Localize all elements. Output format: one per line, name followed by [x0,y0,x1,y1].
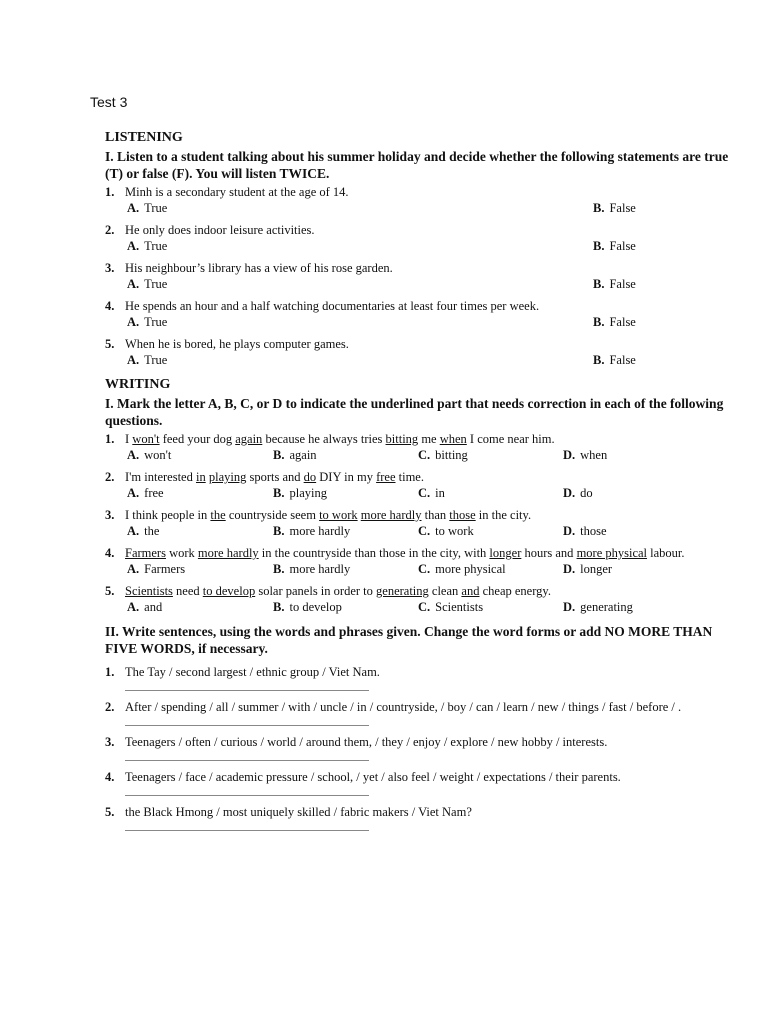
option-b [273,562,350,577]
text-part: me [418,432,440,446]
option-text: more physical [435,562,506,576]
option-b [273,448,317,463]
option-text: False [609,239,636,253]
listening-heading: LISTENING [105,130,183,145]
option-text: when [580,448,608,462]
underlined-part: those [449,508,476,522]
underlined-part: to develop [202,584,256,598]
question-row [105,582,735,600]
text-part: need [172,584,203,598]
option-a [127,315,167,330]
option-text: generating [580,600,633,614]
question-text [125,582,735,600]
question-number: 2. [105,223,115,237]
underlined-part: longer [489,546,522,560]
writing-part2-instruction: II. Write sentences, using the words and phrases given. Change the word forms or add NO MORE THAN FIVE WORDS, if necessary. [105,624,713,656]
underlined-part: do [303,470,317,484]
option-letter: B. [273,448,285,462]
option-c [418,486,445,501]
writing-heading: WRITING [105,377,171,392]
option-letter: A. [127,524,140,538]
option-text: in [435,486,445,500]
answer-options [105,448,735,467]
answer-line [125,794,369,796]
text-part: I think people in [125,508,211,522]
question-number: 1. [105,665,115,679]
question-row [105,506,735,524]
underlined-part: more hardly [197,546,259,560]
option-text: free [144,486,164,500]
option-letter: B. [273,562,285,576]
question-number: 5. [105,805,115,819]
option-text: the [144,524,160,538]
option-b [593,353,636,368]
option-letter: A. [127,600,140,614]
question-text: the Black Hmong / most uniquely skilled / fabric makers / Viet Nam? [125,805,472,819]
text-part: cheap energy. [479,584,551,598]
option-letter: B. [593,239,605,253]
underlined-part: to work [319,508,358,522]
option-letter: B. [593,353,605,367]
question-number: 4. [105,299,115,313]
option-letter: A. [127,315,140,329]
option-b [593,239,636,254]
question-row [105,803,735,821]
option-text: False [609,315,636,329]
question-text: When he is bored, he plays computer games. [125,337,349,351]
text-part: because he always tries [262,432,386,446]
option-c [418,562,506,577]
option-c [418,448,468,463]
option-d [563,448,607,463]
option-text: to work [435,524,474,538]
option-letter: A. [127,353,140,367]
option-text: those [580,524,607,538]
option-letter: D. [563,448,576,462]
question-row [105,544,735,562]
option-b [273,486,327,501]
option-text: True [144,239,168,253]
question-row [105,183,735,201]
option-text: True [144,353,168,367]
option-text: won't [144,448,172,462]
option-letter: C. [418,524,431,538]
question-text: He spends an hour and a half watching documentaries at least four times per week. [125,299,540,313]
option-a [127,600,162,615]
underlined-part: Scientists [125,584,173,598]
option-letter: C. [418,562,431,576]
text-part: I come near him. [466,432,555,446]
option-a [127,201,167,216]
option-text: playing [289,486,327,500]
question-number: 4. [105,770,115,784]
answer-options [105,486,735,505]
underlined-part: Farmers [125,546,166,560]
option-letter: B. [273,486,285,500]
question-row [105,698,735,716]
option-text: more hardly [289,524,351,538]
document-content [105,130,735,838]
option-text: False [609,353,636,367]
option-b [273,600,342,615]
text-part: than [421,508,450,522]
option-text: True [144,315,168,329]
option-a [127,486,164,501]
option-letter: D. [563,562,576,576]
question-text [125,544,735,562]
answer-options [105,524,735,543]
option-text: again [289,448,317,462]
question-number: 3. [105,735,115,749]
answer-options [105,315,735,334]
underlined-part: more physical [576,546,648,560]
question-number: 5. [105,584,115,598]
option-c [418,524,474,539]
text-part: time. [395,470,424,484]
question-number: 3. [105,261,115,275]
listening-section [105,130,735,372]
option-letter: B. [273,600,285,614]
option-text: Scientists [435,600,484,614]
question-number: 2. [105,470,115,484]
option-a [127,562,185,577]
option-text: more hardly [289,562,351,576]
option-letter: A. [127,562,140,576]
question-row [105,335,735,353]
question-row [105,663,735,681]
text-part: countryside seem [225,508,320,522]
option-text: True [144,201,168,215]
option-letter: B. [273,524,285,538]
answer-line [125,689,369,691]
option-letter: C. [418,600,431,614]
answer-line [125,724,369,726]
option-a [127,277,167,292]
question-text: Minh is a secondary student at the age of 14. [125,185,349,199]
option-text: do [580,486,593,500]
question-row [105,733,735,751]
text-part: solar panels in order to [255,584,377,598]
option-text: to develop [289,600,342,614]
option-text: bitting [435,448,468,462]
option-letter: D. [563,524,576,538]
question-row [105,297,735,315]
underlined-part: when [439,432,467,446]
answer-line [125,829,369,831]
option-text: and [144,600,163,614]
text-part: clean [428,584,462,598]
writing-part1-questions [105,430,735,619]
option-letter: A. [127,201,140,215]
question-text: After / spending / all / summer / with / uncle / in / countryside, / boy / can / learn / new / things / fast / before / . [125,700,682,714]
option-letter: B. [593,277,605,291]
underlined-part: again [235,432,263,446]
question-row [105,259,735,277]
question-number: 1. [105,185,115,199]
underlined-part: more hardly [360,508,422,522]
question-text [125,468,735,486]
option-c [418,600,483,615]
option-letter: C. [418,486,431,500]
answer-options [105,562,735,581]
option-text: False [609,201,636,215]
test-title: Test 3 [90,94,128,110]
underlined-part: generating [376,584,429,598]
answer-options [105,201,735,220]
writing-part2-questions [105,663,735,831]
option-d [563,486,593,501]
option-text: False [609,277,636,291]
question-text: The Tay / second largest / ethnic group / Viet Nam. [125,665,380,679]
question-row [105,768,735,786]
option-a [127,448,171,463]
option-d [563,562,612,577]
text-part: hours and [521,546,577,560]
option-a [127,239,167,254]
option-letter: A. [127,448,140,462]
text-part: labour. [647,546,685,560]
option-text: Farmers [144,562,186,576]
listening-questions [105,183,735,372]
question-text: Teenagers / often / curious / world / around them, / they / enjoy / explore / new hobby / interests. [125,735,608,749]
listening-instruction: I. Listen to a student talking about his summer holiday and decide whether the following statements are true (T) or false (F). You will listen TWICE. [105,149,729,181]
text-part: I [125,432,133,446]
option-letter: D. [563,486,576,500]
underlined-part: playing [208,470,247,484]
answer-options [105,239,735,258]
answer-options [105,600,735,619]
option-b [593,201,636,216]
text-part: in the countryside than those in the city, with [258,546,490,560]
question-text [125,430,735,448]
option-b [593,315,636,330]
question-number: 5. [105,337,115,351]
option-b [593,277,636,292]
question-row [105,221,735,239]
underlined-part: bitting [385,432,419,446]
underlined-part: and [461,584,480,598]
writing-section [105,377,735,831]
text-part: in the city. [475,508,532,522]
option-letter: A. [127,486,140,500]
option-text: longer [580,562,613,576]
option-d [563,524,607,539]
option-letter: B. [593,315,605,329]
answer-line [125,759,369,761]
underlined-part: won't [132,432,160,446]
question-text: He only does indoor leisure activities. [125,223,315,237]
question-row [105,430,735,448]
text-part: work [165,546,198,560]
question-number: 4. [105,546,115,560]
answer-options [105,353,735,372]
question-text: His neighbour’s library has a view of his rose garden. [125,261,393,275]
question-number: 2. [105,700,115,714]
option-text: True [144,277,168,291]
underlined-part: free [376,470,396,484]
text-part: sports and [246,470,304,484]
question-text [125,506,735,524]
option-a [127,353,167,368]
text-part: feed your dog [159,432,236,446]
text-part: DIY in my [316,470,377,484]
option-letter: D. [563,600,576,614]
option-letter: C. [418,448,431,462]
question-number: 3. [105,508,115,522]
question-text: Teenagers / face / academic pressure / school, / yet / also feel / weight / expectations / their parents. [125,770,621,784]
option-d [563,600,633,615]
option-letter: B. [593,201,605,215]
writing-part1-instruction: I. Mark the letter A, B, C, or D to indicate the underlined part that needs correction in each of the following questions. [105,396,724,428]
option-letter: A. [127,239,140,253]
underlined-part: the [210,508,226,522]
question-number: 1. [105,432,115,446]
question-row [105,468,735,486]
option-a [127,524,159,539]
answer-options [105,277,735,296]
text-part: I'm interested [125,470,196,484]
option-b [273,524,350,539]
underlined-part: in [195,470,206,484]
option-letter: A. [127,277,140,291]
